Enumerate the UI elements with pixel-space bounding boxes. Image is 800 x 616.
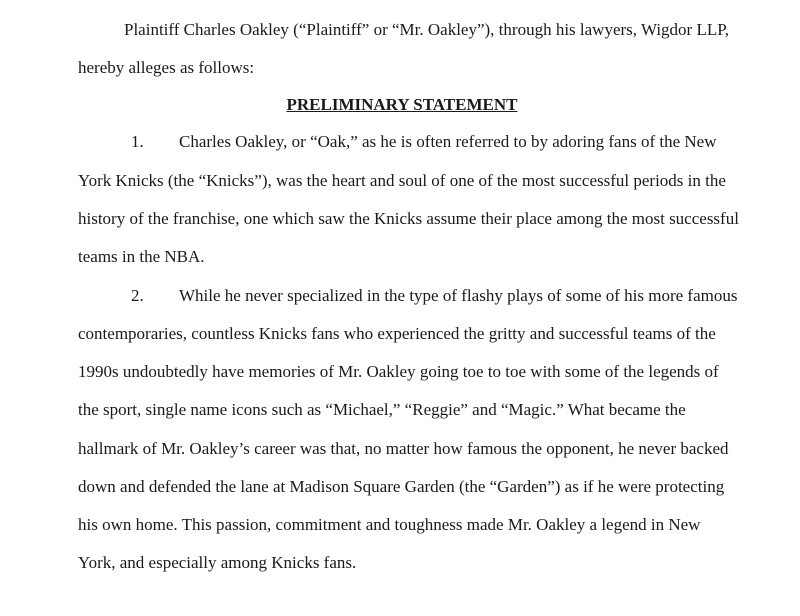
paragraph-2-line-7: his own home. This passion, commitment and toughness made Mr. Oakley a legend in New <box>78 515 701 534</box>
paragraph-2-line-4: the sport, single name icons such as “Michael,” “Reggie” and “Magic.” What became the <box>78 400 686 419</box>
intro-line-2: hereby alleges as follows: <box>78 58 255 77</box>
paragraph-2-line-3: 1990s undoubtedly have memories of Mr. Oakley going toe to toe with some of the legends of <box>78 362 719 381</box>
paragraph-1-line-3: history of the franchise, one which saw the Knicks assume their place among the most successful <box>78 209 739 228</box>
paragraph-2-line-2: contemporaries, countless Knicks fans who experienced the gritty and successful teams of the <box>78 324 716 343</box>
paragraph-1-line-4: teams in the NBA. <box>78 247 205 266</box>
intro-line-1: Plaintiff Charles Oakley (“Plaintiff” or “Mr. Oakley”), through his lawyers, Wigdor LLP, <box>124 20 730 39</box>
section-heading: PRELIMINARY STATEMENT <box>286 95 518 114</box>
paragraph-2-line-8: York, and especially among Knicks fans. <box>78 553 357 572</box>
paragraph-2-line-5: hallmark of Mr. Oakley’s career was that, no matter how famous the opponent, he never backed <box>78 439 729 458</box>
paragraph-1-line-2: York Knicks (the “Knicks”), was the heart and soul of one of the most successful periods in the <box>78 171 726 190</box>
paragraph-1-line-1: Charles Oakley, or “Oak,” as he is often referred to by adoring fans of the New <box>179 132 717 151</box>
paragraph-number-1: 1. <box>131 132 144 151</box>
paragraph-2-line-6: down and defended the lane at Madison Square Garden (the “Garden”) as if he were protecting <box>78 477 725 496</box>
paragraph-number-2: 2. <box>131 286 144 305</box>
paragraph-2-line-1: While he never specialized in the type of flashy plays of some of his more famous <box>179 286 738 305</box>
